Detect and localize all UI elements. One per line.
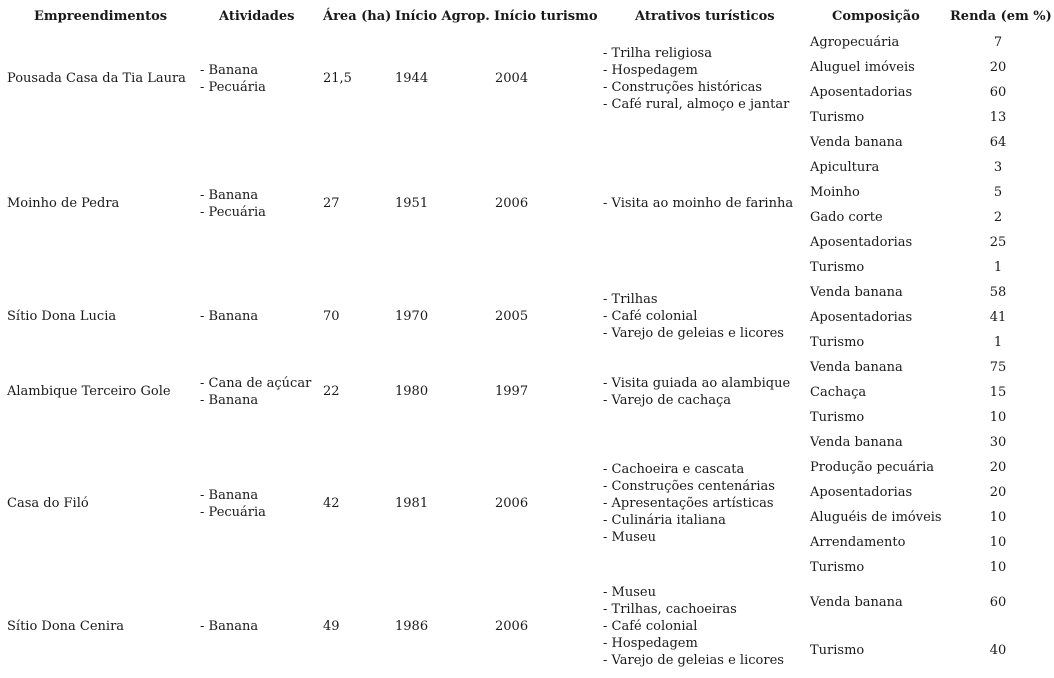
atividades-list (200, 187, 266, 221)
atrativo-item: - Culinária italiana (603, 512, 775, 529)
composicao-item: Turismo (810, 643, 865, 658)
atividade-item: - Banana (200, 308, 258, 325)
renda-value: 1 (993, 260, 1003, 275)
atrativo-item: - Trilha religiosa (603, 45, 789, 62)
composicao-item: Turismo (810, 110, 865, 125)
atrativo-item: - Apresentações artísticas (603, 495, 775, 512)
atividades-list (200, 62, 266, 96)
header-atividades: Atividades (219, 9, 295, 24)
composicao-item: Turismo (810, 410, 865, 425)
atrativos-list (603, 291, 784, 342)
inicio-turismo-value: 2006 (495, 619, 529, 634)
header-area: Área (ha) (323, 9, 392, 24)
atividades-list (200, 375, 311, 409)
empreendimento-name: Sítio Dona Cenira (7, 619, 125, 634)
atividade-item: - Pecuária (200, 504, 266, 521)
composicao-item: Agropecuária (810, 35, 900, 50)
inicio-turismo-value: 1997 (495, 384, 529, 399)
renda-value: 10 (989, 535, 1007, 550)
area-value: 21,5 (323, 71, 352, 86)
renda-value: 30 (989, 435, 1007, 450)
atrativos-list (603, 584, 784, 669)
empreendimento-name: Sítio Dona Lucia (7, 309, 117, 324)
renda-value: 20 (989, 485, 1007, 500)
composicao-item: Turismo (810, 335, 865, 350)
renda-value: 13 (989, 110, 1007, 125)
header-inicio-agrop: Início Agrop. (395, 9, 490, 24)
inicio-agrop-value: 1970 (395, 309, 429, 324)
atividade-item: - Banana (200, 187, 266, 204)
renda-value: 7 (993, 35, 1003, 50)
atrativo-item: - Hospedagem (603, 62, 789, 79)
inicio-agrop-value: 1944 (395, 71, 429, 86)
inicio-turismo-value: 2006 (495, 196, 529, 211)
composicao-item: Venda banana (810, 285, 903, 300)
empreendimento-name: Pousada Casa da Tia Laura (7, 71, 186, 86)
composicao-item: Aluguel imóveis (810, 60, 915, 75)
header-composicao: Composição (832, 9, 920, 24)
atividade-item: - Banana (200, 618, 258, 635)
renda-value: 10 (989, 510, 1007, 525)
atividade-item: - Pecuária (200, 204, 266, 221)
area-value: 27 (323, 196, 340, 211)
atrativo-item: - Varejo de geleias e licores (603, 325, 784, 342)
composicao-item: Turismo (810, 560, 865, 575)
inicio-turismo-value: 2006 (495, 496, 529, 511)
composicao-item: Aposentadorias (810, 85, 913, 100)
atrativo-item: - Café colonial (603, 308, 784, 325)
renda-value: 60 (989, 595, 1007, 610)
area-value: 49 (323, 619, 340, 634)
header-atrativos: Atrativos turísticos (635, 9, 775, 24)
composicao-item: Aposentadorias (810, 310, 913, 325)
atividade-item: - Cana de açúcar (200, 375, 311, 392)
atrativo-item: - Construções centenárias (603, 478, 775, 495)
header-renda: Renda (em %) (950, 9, 1052, 24)
area-value: 42 (323, 496, 340, 511)
inicio-agrop-value: 1981 (395, 496, 429, 511)
composicao-item: Aluguéis de imóveis (810, 510, 942, 525)
atividades-list (200, 618, 258, 635)
header-inicio-turismo: Início turismo (494, 9, 598, 24)
atrativo-item: - Varejo de cachaça (603, 392, 790, 409)
composicao-item: Produção pecuária (810, 460, 935, 475)
composicao-item: Venda banana (810, 135, 903, 150)
composicao-item: Aposentadorias (810, 485, 913, 500)
atrativo-item: - Construções históricas (603, 79, 789, 96)
atrativo-item: - Café rural, almoço e jantar (603, 96, 789, 113)
empreendimento-name: Casa do Filó (7, 496, 89, 511)
composicao-item: Venda banana (810, 595, 903, 610)
atrativo-item: - Museu (603, 529, 775, 546)
atrativo-item: - Visita guiada ao alambique (603, 375, 790, 392)
area-value: 22 (323, 384, 340, 399)
renda-value: 58 (989, 285, 1007, 300)
composicao-item: Gado corte (810, 210, 883, 225)
inicio-agrop-value: 1980 (395, 384, 429, 399)
atividade-item: - Banana (200, 487, 266, 504)
area-value: 70 (323, 309, 340, 324)
atrativos-list (603, 461, 775, 546)
composicao-item: Turismo (810, 260, 865, 275)
atividade-item: - Banana (200, 62, 266, 79)
renda-value: 10 (989, 560, 1007, 575)
renda-value: 41 (989, 310, 1007, 325)
renda-value: 75 (989, 360, 1007, 375)
atrativo-item: - Cachoeira e cascata (603, 461, 775, 478)
inicio-agrop-value: 1986 (395, 619, 429, 634)
composicao-item: Apicultura (810, 160, 880, 175)
composicao-item: Venda banana (810, 360, 903, 375)
composicao-item: Arrendamento (810, 535, 906, 550)
renda-value: 3 (993, 160, 1003, 175)
atrativo-item: - Trilhas (603, 291, 784, 308)
composicao-item: Aposentadorias (810, 235, 913, 250)
renda-value: 40 (989, 643, 1007, 658)
atrativo-item: - Hospedagem (603, 635, 784, 652)
renda-value: 5 (993, 185, 1003, 200)
inicio-turismo-value: 2004 (495, 71, 529, 86)
atrativo-item: - Museu (603, 584, 784, 601)
atividade-item: - Banana (200, 392, 311, 409)
header-empreendimentos: Empreendimentos (34, 9, 168, 24)
renda-value: 64 (989, 135, 1007, 150)
renda-value: 20 (989, 60, 1007, 75)
atrativo-item: - Visita ao moinho de farinha (603, 195, 793, 212)
renda-value: 1 (993, 335, 1003, 350)
composicao-item: Venda banana (810, 435, 903, 450)
renda-value: 60 (989, 85, 1007, 100)
renda-value: 25 (989, 235, 1007, 250)
renda-value: 10 (989, 410, 1007, 425)
atrativo-item: - Café colonial (603, 618, 784, 635)
atividades-list (200, 487, 266, 521)
renda-value: 15 (989, 385, 1007, 400)
atrativos-list (603, 375, 790, 409)
inicio-agrop-value: 1951 (395, 196, 429, 211)
atrativo-item: - Varejo de geleias e licores (603, 652, 784, 669)
renda-value: 20 (989, 460, 1007, 475)
empreendimento-name: Alambique Terceiro Gole (7, 384, 171, 399)
composicao-item: Moinho (810, 185, 860, 200)
empreendimento-name: Moinho de Pedra (7, 196, 120, 211)
atrativo-item: - Trilhas, cachoeiras (603, 601, 784, 618)
composicao-item: Cachaça (810, 385, 867, 400)
atrativos-list (603, 195, 793, 212)
atrativos-list (603, 45, 789, 113)
atividades-list (200, 308, 258, 325)
inicio-turismo-value: 2005 (495, 309, 529, 324)
atividade-item: - Pecuária (200, 79, 266, 96)
renda-value: 2 (993, 210, 1003, 225)
